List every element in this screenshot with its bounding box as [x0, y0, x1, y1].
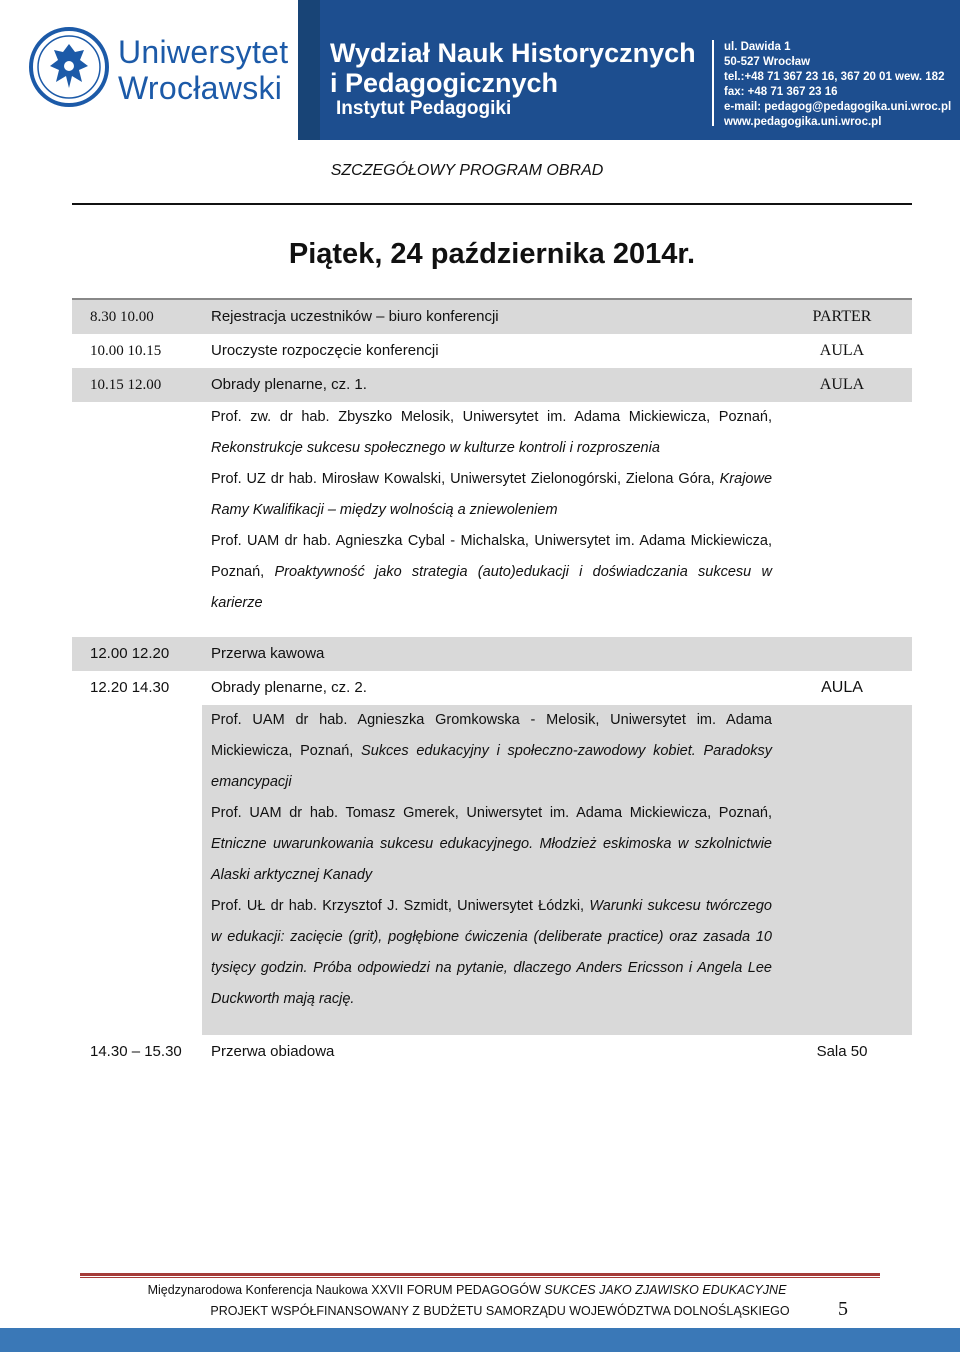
row-time: 12.20 14.30 — [90, 679, 170, 696]
row-room — [772, 637, 912, 671]
talk-speaker: Prof. UZ dr hab. Mirosław Kowalski, Uniwersytet Zielonogórski, Zielona Góra, — [211, 471, 715, 487]
talk-speaker: Prof. UAM dr hab. Agnieszka Cybal - Michalska, Uniwersytet im. Adama Mickiewicza, Poznań, — [211, 533, 772, 580]
talk-title: Etniczne uwarunkowania sukcesu edukacyjnego. Młodzież eskimoska w szkolnictwie Alaski arktycznej Kanady — [211, 836, 772, 883]
footer-funding-line: PROJEKT WSPÓŁFINANSOWANY Z BUDŻETU SAMORZĄDU WOJEWÓDZTWA DOLNOŚLĄSKIEGO — [210, 1304, 790, 1318]
talk — [211, 891, 772, 1015]
table-row — [72, 1035, 912, 1069]
talk-title: Krajowe Ramy Kwalifikacji – między wolnością a zniewoleniem — [211, 471, 773, 518]
table-row — [72, 671, 912, 705]
university-seal-icon — [28, 26, 110, 108]
talk — [211, 402, 772, 464]
university-name-line1: Uniwersytet — [118, 34, 289, 70]
talk-speaker: Prof. UAM dr hab. Tomasz Gmerek, Uniwersytet im. Adama Mickiewicza, Poznań, — [211, 805, 772, 821]
row-description: Rejestracja uczestników – biuro konferencji — [211, 308, 499, 325]
faculty-name-line1: Wydział Nauk Historycznych — [330, 38, 696, 68]
contact-info — [724, 40, 951, 130]
faculty-name-line2: i Pedagogicznych — [330, 68, 559, 98]
row-time: 8.30 10.00 — [90, 309, 154, 325]
footer-conference-name: Międzynarodowa Konferencja Naukowa XXVII FORUM PEDAGOGÓW — [147, 1283, 545, 1297]
row-description: Przerwa obiadowa — [211, 1043, 335, 1060]
talk-title: Rekonstrukcje sukcesu społecznego w kulturze kontroli i rozproszenia — [211, 440, 660, 456]
row-time: 14.30 – 15.30 — [90, 1043, 182, 1060]
program-title: SZCZEGÓŁOWY PROGRAM OBRAD — [330, 162, 604, 179]
row-room: AULA — [819, 342, 865, 359]
table-row — [72, 368, 912, 402]
contact-line: 50-527 Wrocław — [724, 56, 811, 68]
day-title: Piątek, 24 października 2014r. — [288, 238, 696, 270]
session1-talks-row — [72, 402, 912, 637]
page-number: 5 — [838, 1298, 848, 1320]
contact-website[interactable]: www.pedagogika.uni.wroc.pl — [724, 116, 882, 128]
talk-speaker: Prof. UAM dr hab. Agnieszka Gromkowska - Melosik, Uniwersytet im. Adama Mickiewicza, Poznań, — [211, 712, 772, 759]
empty-time-cell — [72, 705, 202, 1035]
empty-room-cell — [772, 402, 912, 637]
talk-speaker: Prof. zw. dr hab. Zbyszko Melosik, Uniwersytet im. Adama Mickiewicza, Poznań, — [211, 409, 772, 425]
faculty-name — [330, 38, 696, 98]
contact-line: ul. Dawida 1 — [724, 41, 791, 53]
contact-divider — [712, 40, 714, 126]
row-description: Uroczyste rozpoczęcie konferencji — [211, 342, 439, 359]
row-time: 10.15 12.00 — [90, 377, 162, 393]
row-description: Obrady plenarne, cz. 2. — [211, 679, 367, 696]
row-room: Sala 50 — [816, 1043, 868, 1060]
footer-conference-line — [0, 1283, 934, 1297]
footer-rule — [80, 1273, 880, 1276]
table-row — [72, 637, 912, 671]
row-room: AULA — [821, 679, 863, 696]
contact-line: fax: +48 71 367 23 16 — [724, 86, 838, 98]
session2-talks — [202, 705, 772, 1035]
session1-talks — [202, 402, 772, 637]
row-description: Obrady plenarne, cz. 1. — [211, 376, 367, 393]
table-row — [72, 298, 912, 334]
row-room: PARTER — [812, 308, 872, 325]
schedule-table — [72, 298, 912, 1069]
university-name-line2: Wrocławski — [118, 70, 283, 106]
row-time: 12.00 12.20 — [90, 645, 170, 662]
contact-line: tel.:+48 71 367 23 16, 367 20 01 wew. 182 — [724, 71, 945, 83]
talk-title: Sukces edukacyjny i społeczno-zawodowy kobiet. Paradoksy emancypacji — [211, 743, 773, 790]
row-description: Przerwa kawowa — [211, 645, 325, 662]
footer-rule-thin — [80, 1277, 880, 1278]
talk-title: Warunki sukcesu twórczego w edukacji: zacięcie (grit), pogłębione ćwiczenia (deliberate practice) oraz zasada 10 tysięcy godzin. Próba odpowiedzi na pytanie, dlaczego Anders Ericsson i Angela Lee Duckworth mają rację. — [211, 898, 772, 1007]
footer-conference-theme: SUKCES JAKO ZJAWISKO EDUKACYJNE — [544, 1283, 787, 1297]
institute-name: Instytut Pedagogiki — [336, 98, 512, 119]
contact-email[interactable]: e-mail: pedagog@pedagogika.uni.wroc.pl — [724, 101, 952, 113]
talk-title: Proaktywność jako strategia (auto)edukacji i doświadczania sukcesu w karierze — [211, 564, 772, 611]
row-room: AULA — [819, 376, 865, 393]
talk-speaker: Prof. UŁ dr hab. Krzysztof J. Szmidt, Uniwersytet Łódzki, — [211, 898, 585, 914]
talk — [211, 798, 772, 891]
university-logo — [28, 26, 289, 110]
empty-time-cell — [72, 402, 202, 637]
banner-edge — [298, 0, 320, 140]
university-name — [118, 34, 288, 106]
talk — [211, 464, 772, 526]
session2-talks-row — [72, 705, 912, 1035]
footer-bar — [0, 1328, 960, 1352]
talk — [211, 526, 772, 619]
empty-room-cell — [772, 705, 912, 1035]
top-rule — [72, 203, 912, 205]
row-time: 10.00 10.15 — [90, 343, 162, 359]
talk — [211, 705, 772, 798]
table-row — [72, 334, 912, 368]
